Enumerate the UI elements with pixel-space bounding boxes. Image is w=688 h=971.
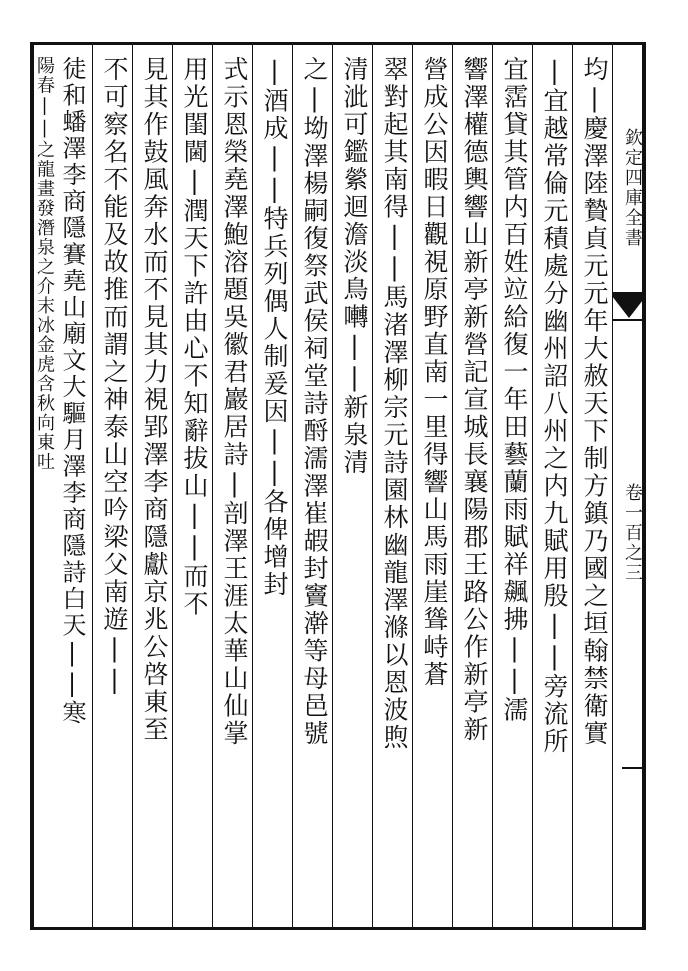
text-column: 宜霑貸其管内百姓竝給復一年田藝蘭雨賦祥飆拂||濡 [500, 56, 529, 724]
volume-label: 卷一百之三 [622, 483, 643, 583]
text-column: 式示恩榮堯澤鮑溶題吳徽君巖居詩|剖澤王涯太華山仙掌 [220, 56, 249, 748]
text-column: 翠對起其南得||馬渚澤柳宗元詩園林幽龍澤滌以恩波煦 [380, 56, 409, 752]
text-column: 營成公因暇日觀視原野直南一里得響山馬雨崖聳峙蒼 [420, 56, 449, 689]
text-column: 均|慶澤陸贄貞元元年大赦天下制方鎮乃國之垣翰禁衛實 [580, 56, 609, 748]
text-column: 清泚可鑑縈迴澹淡鳥囀||新泉清 [340, 56, 369, 477]
text-column: 用光閨閫|潤天下許由心不知辭拔山||而不 [180, 56, 209, 618]
text-column: 不可察名不能及故推而謂之神泰山空吟梁父南遊|| [100, 56, 129, 697]
text-column: 徒和蟠澤李商隱賽堯山廟文大驅月澤李商隱詩白天||寒 [58, 56, 86, 727]
text-column: 陽春||之龍畫發潛泉之介末冰金虎含秋向東吐 [34, 56, 55, 472]
text-column: |酒成||特兵列偶人制爰因||各俾增封 [260, 56, 289, 599]
banxin-mark [622, 765, 644, 771]
text-column: |宜越常倫元積處分幽州詔八州之内九賦用殷||旁流所 [540, 56, 569, 756]
text-column: 響澤權德輿響山新亭新營記宣城長襄陽郡王路公作新亭新 [460, 56, 489, 744]
book-title: 欽定四庫全書 [622, 128, 643, 248]
banxin [620, 45, 642, 927]
text-column: 之|坳澤楊嗣復祭武侯祠堂詩酹濡澤崔嘏封竇澣等母邑號 [300, 56, 329, 748]
fishtail-ornament [612, 292, 646, 322]
column-rule [92, 42, 93, 930]
text-column: 見其作鼓風奔水而不見其力視郢澤李商隱獻京兆公啓東至 [140, 56, 169, 744]
